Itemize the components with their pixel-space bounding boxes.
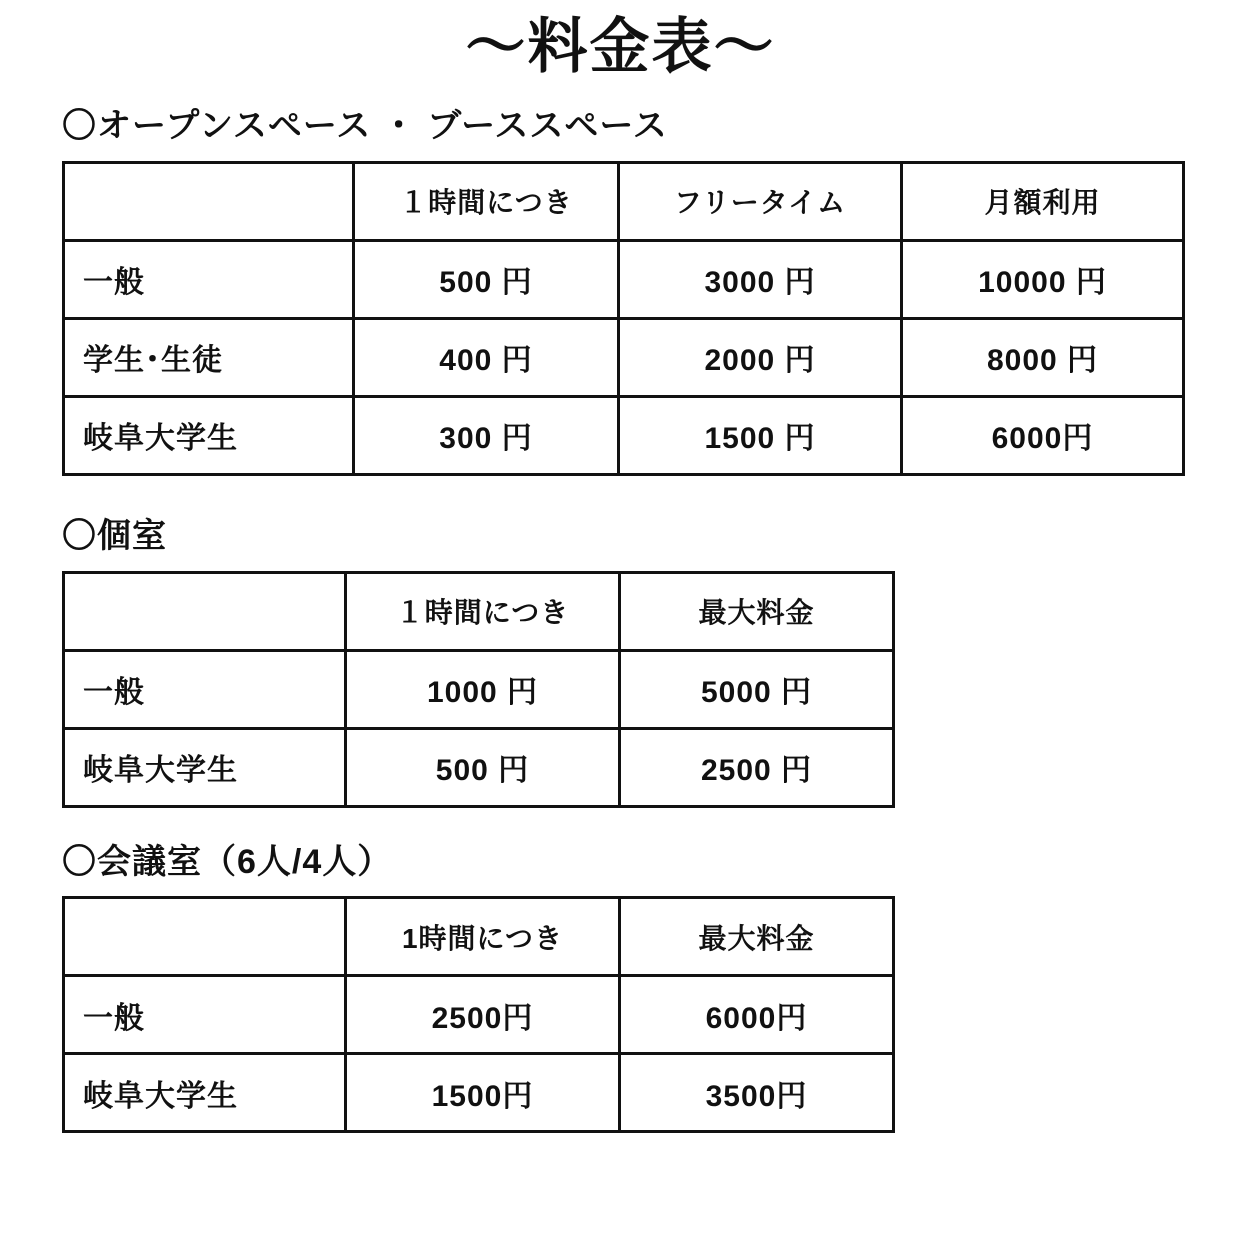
table-row <box>64 728 894 806</box>
table-header-row <box>64 572 894 650</box>
price-table-meeting-room <box>62 896 895 1133</box>
column-header-blank <box>64 572 346 650</box>
column-header-max-fee: 最大料金 <box>620 898 894 976</box>
table-row <box>64 240 1184 318</box>
cell-student-freetime: 2000 円 <box>619 318 902 396</box>
cell-gifu-hourly: 300 円 <box>354 396 619 474</box>
cell-general-hourly: 1000 円 <box>346 650 620 728</box>
cell-gifu-hourly: 1500円 <box>346 1054 620 1132</box>
row-label-general: 一般 <box>64 240 354 318</box>
table-row <box>64 976 894 1054</box>
section-private-room <box>40 516 1201 808</box>
cell-gifu-max-fee: 2500 円 <box>620 728 894 806</box>
table-row <box>64 1054 894 1132</box>
cell-student-hourly: 400 円 <box>354 318 619 396</box>
table-row <box>64 318 1184 396</box>
cell-general-monthly: 10000 円 <box>902 240 1184 318</box>
column-header-blank <box>64 162 354 240</box>
row-label-general: 一般 <box>64 976 346 1054</box>
cell-gifu-hourly: 500 円 <box>346 728 620 806</box>
cell-general-hourly: 500 円 <box>354 240 619 318</box>
table-row <box>64 650 894 728</box>
row-label-gifu-university-student: 岐阜大学生 <box>64 396 354 474</box>
column-header-freetime: フリータイム <box>619 162 902 240</box>
cell-gifu-freetime: 1500 円 <box>619 396 902 474</box>
cell-gifu-max-fee: 3500円 <box>620 1054 894 1132</box>
section-heading-open-space: 〇オープンスペース ・ ブーススペース <box>62 107 668 145</box>
cell-general-max-fee: 5000 円 <box>620 650 894 728</box>
section-heading-meeting-room: 〇会議室（6人/4人） <box>62 842 393 881</box>
section-meeting-room <box>40 842 1201 1134</box>
row-label-gifu-university-student: 岐阜大学生 <box>64 728 346 806</box>
page-title: 〜料金表〜 <box>465 13 776 80</box>
cell-general-freetime: 3000 円 <box>619 240 902 318</box>
column-header-blank <box>64 898 346 976</box>
row-label-gifu-university-student: 岐阜大学生 <box>64 1054 346 1132</box>
row-label-general: 一般 <box>64 650 346 728</box>
row-label-student: 学生･生徒 <box>64 318 354 396</box>
price-table-open-space <box>62 161 1185 476</box>
column-header-hourly: １時間につき <box>354 162 619 240</box>
cell-student-monthly: 8000 円 <box>902 318 1184 396</box>
table-header-row <box>64 898 894 976</box>
table-header-row <box>64 162 1184 240</box>
price-list-page <box>0 8 1241 1249</box>
column-header-hourly: １時間につき <box>346 572 620 650</box>
column-header-hourly: 1時間につき <box>346 898 620 976</box>
column-header-max-fee: 最大料金 <box>620 572 894 650</box>
cell-gifu-monthly: 6000円 <box>902 396 1184 474</box>
price-table-private-room <box>62 571 895 808</box>
column-header-monthly: 月額利用 <box>902 162 1184 240</box>
section-open-space <box>40 106 1201 476</box>
cell-general-hourly: 2500円 <box>346 976 620 1054</box>
table-row <box>64 396 1184 474</box>
section-heading-private-room: 〇個室 <box>62 516 167 555</box>
cell-general-max-fee: 6000円 <box>620 976 894 1054</box>
